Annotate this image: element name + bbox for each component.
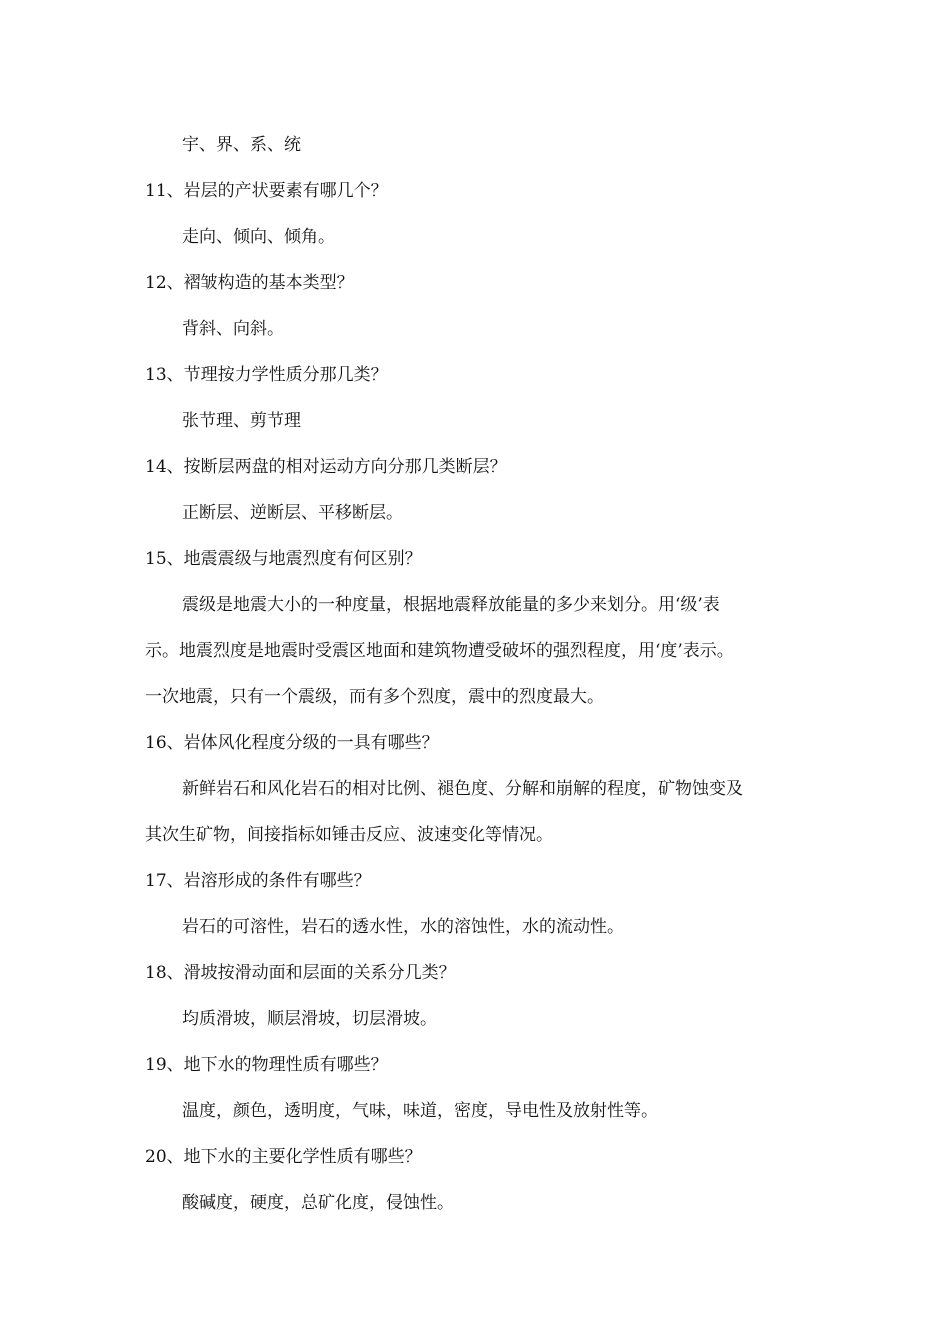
question-15: 15、地震震级与地震烈度有何区别？ [145, 549, 422, 569]
answer-11: 走向、倾向、倾角。 [182, 227, 335, 247]
answer-19: 温度，颜色，透明度，气味，味道，密度，导电性及放射性等。 [182, 1101, 658, 1121]
question-13: 13、节理按力学性质分那几类？ [145, 365, 388, 385]
answer-16-line-2: 其次生矿物，间接指标如锤击反应、波速变化等情况。 [145, 825, 553, 845]
answer-16-line-1: 新鲜岩石和风化岩石的相对比例、褪色度、分解和崩解的程度，矿物蚀变及 [182, 779, 743, 799]
question-14: 14、按断层两盘的相对运动方向分那几类断层？ [145, 457, 507, 477]
question-16: 16、岩体风化程度分级的一具有哪些？ [145, 733, 439, 753]
answer-15-line-2: 示。地震烈度是地震时受震区地面和建筑物遭受破坏的强烈程度，用‘度’表示。 [145, 641, 734, 661]
answer-15-line-3: 一次地震，只有一个震级，而有多个烈度，震中的烈度最大。 [145, 687, 604, 707]
question-12: 12、褶皱构造的基本类型？ [145, 273, 354, 293]
answer-text: 宇、界、系、统 [182, 135, 301, 155]
answer-15-line-1: 震级是地震大小的一种度量，根据地震释放能量的多少来划分。用‘级’表 [182, 595, 720, 615]
answer-18: 均质滑坡，顺层滑坡，切层滑坡。 [182, 1009, 437, 1029]
question-11: 11、岩层的产状要素有哪几个？ [145, 181, 388, 201]
question-19: 19、地下水的物理性质有哪些？ [145, 1055, 388, 1075]
answer-14: 正断层、逆断层、平移断层。 [182, 503, 403, 523]
answer-12: 背斜、向斜。 [182, 319, 284, 339]
answer-13: 张节理、剪节理 [182, 411, 301, 431]
document-body [145, 122, 809, 1226]
question-17: 17、岩溶形成的条件有哪些？ [145, 871, 371, 891]
question-20: 20、地下水的主要化学性质有哪些？ [145, 1147, 422, 1167]
answer-17: 岩石的可溶性，岩石的透水性，水的溶蚀性，水的流动性。 [182, 917, 624, 937]
question-18: 18、滑坡按滑动面和层面的关系分几类？ [145, 963, 456, 983]
answer-20: 酸碱度，硬度，总矿化度，侵蚀性。 [182, 1193, 454, 1213]
